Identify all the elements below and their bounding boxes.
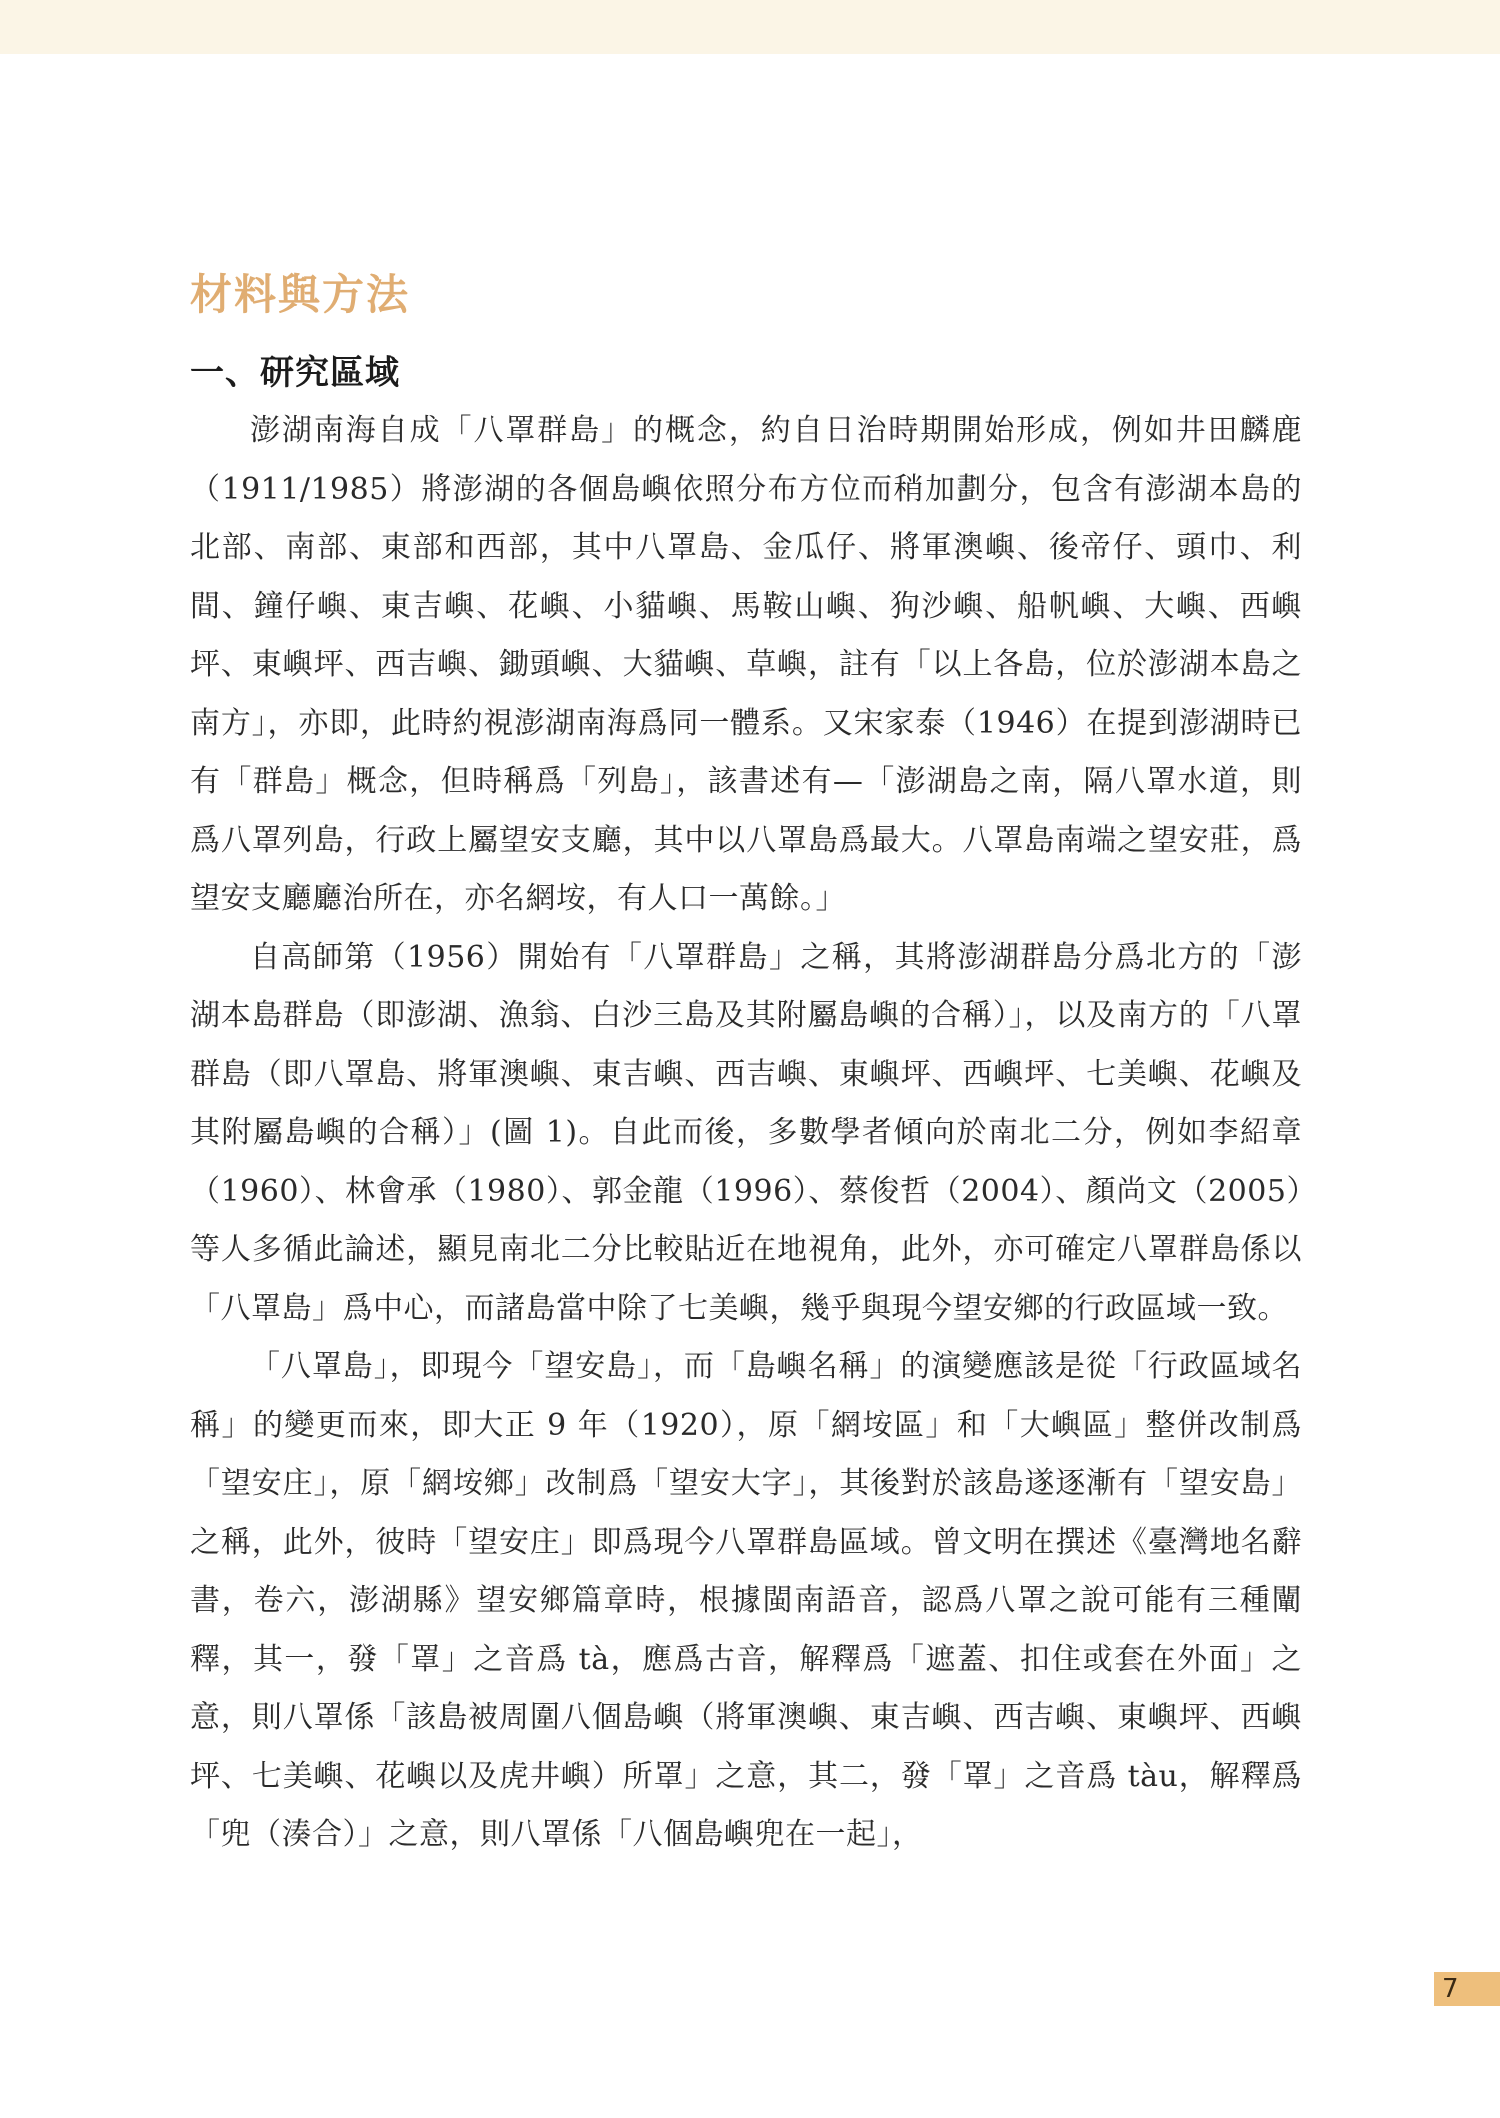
page-number: 7 <box>1434 1972 1500 2006</box>
paragraph: 「八罩島」，即現今「望安島」，而「島嶼名稱」的演變應該是從「行政區域名稱」的變更而來，即大正 9 年（1920），原「網垵區」和「大嶼區」整併改制爲「望安庄」，原「網垵鄉」改制爲「望安大字」，其後對於該島遂逐漸有「望安島」之稱，此外，彼時「望安庄」即爲現今八罩群島區域。曾文明在撰述《臺灣地名辭書，卷六，澎湖縣》望安鄉篇章時，根據閩南語音，認爲八罩之說可能有三種闡釋，其一，發「罩」之音爲 tà，應爲古音，解釋爲「遮蓋、扣住或套在外面」之意，則八罩係「該島被周圍八個島嶼（將軍澳嶼、東吉嶼、西吉嶼、東嶼坪、西嶼坪、七美嶼、花嶼以及虎井嶼）所罩」之意，其二，發「罩」之音爲 tàu，解釋爲「兜（湊合）」之意，則八罩係「八個島嶼兜在一起」， <box>190 1349 1302 1852</box>
subsection-title: 一、研究區域 <box>190 353 400 393</box>
body-text <box>190 402 1302 1865</box>
section-title: 材料與方法 <box>190 270 411 319</box>
top-color-band <box>0 0 1500 54</box>
paragraph: 澎湖南海自成「八罩群島」的概念，約自日治時期開始形成，例如井田麟鹿（1911/1985）將澎湖的各個島嶼依照分布方位而稍加劃分，包含有澎湖本島的北部、南部、東部和西部，其中八罩島、金瓜仔、將軍澳嶼、後帝仔、頭巾、利間、鐘仔嶼、東吉嶼、花嶼、小貓嶼、馬鞍山嶼、狗沙嶼、船帆嶼、大嶼、西嶼坪、東嶼坪、西吉嶼、鋤頭嶼、大貓嶼、草嶼，註有「以上各島，位於澎湖本島之南方」，亦即，此時約視澎湖南海爲同一體系。又宋家泰（1946）在提到澎湖時已有「群島」概念，但時稱爲「列島」，該書述有—「澎湖島之南，隔八罩水道，則爲八罩列島，行政上屬望安支廳，其中以八罩島爲最大。八罩島南端之望安莊，爲望安支廳廳治所在，亦名網垵，有人口一萬餘。」 <box>190 413 1302 916</box>
paragraph: 自高師第（1956）開始有「八罩群島」之稱，其將澎湖群島分爲北方的「澎湖本島群島（即澎湖、漁翁、白沙三島及其附屬島嶼的合稱）」，以及南方的「八罩群島（即八罩島、將軍澳嶼、東吉嶼、西吉嶼、東嶼坪、西嶼坪、七美嶼、花嶼及其附屬島嶼的合稱）」(圖 1)。自此而後，多數學者傾向於南北二分，例如李紹章（1960）、林會承（1980）、郭金龍（1996）、蔡俊哲（2004）、顏尚文（2005）等人多循此論述，顯見南北二分比較貼近在地視角，此外，亦可確定八罩群島係以「八罩島」爲中心，而諸島當中除了七美嶼，幾乎與現今望安鄉的行政區域一致。 <box>190 939 1302 1326</box>
